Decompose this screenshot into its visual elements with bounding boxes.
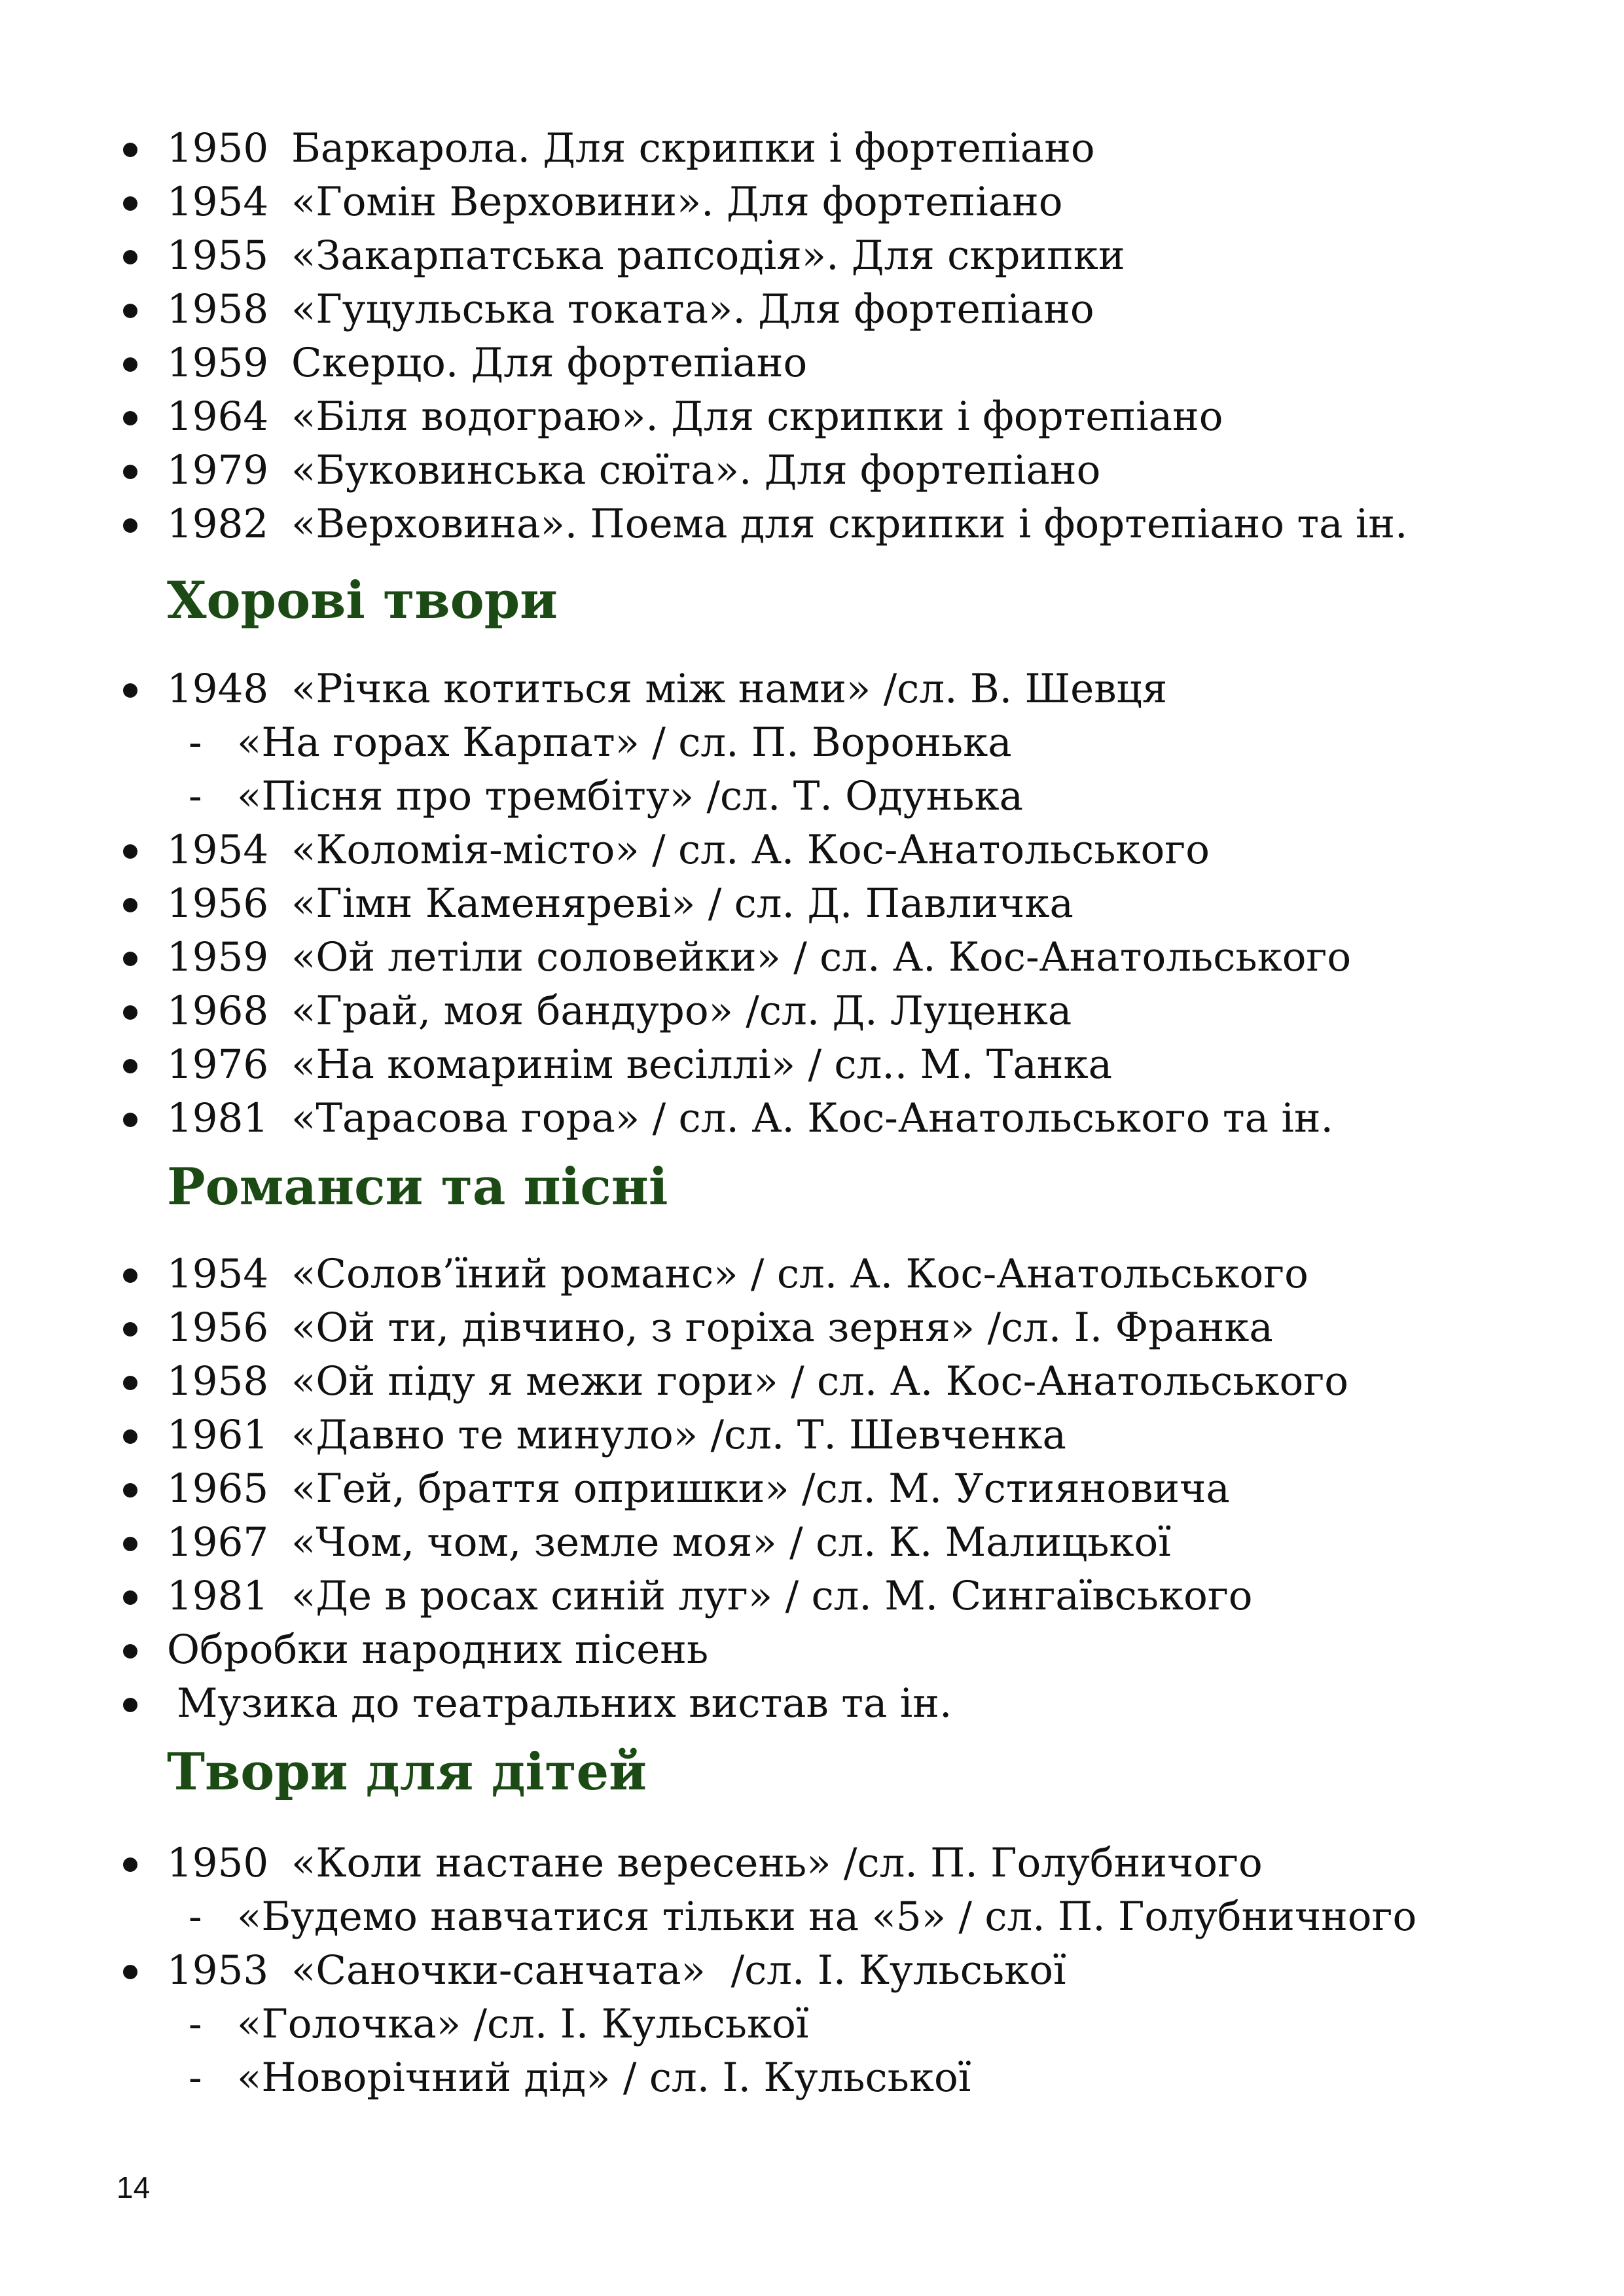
sub-list-item: - «На горах Карпат» / сл. П. Воронька <box>189 719 1012 766</box>
list-item: 1959 Скерцо. Для фортепіано <box>0 336 1624 390</box>
page-number: 14 <box>117 2170 151 2204</box>
bullet-icon <box>123 1059 137 1073</box>
list-item: 1950 «Коли настане вересень» /сл. П. Голубничого <box>0 1837 1624 1890</box>
list-item: 1959 «Ой летіли соловейки» / сл. А. Кос-Анатольського <box>0 931 1624 984</box>
section-heading-choral: Хорові твори <box>167 571 558 630</box>
bullet-icon <box>123 411 137 425</box>
list-item: 1981 «Де в росах синій луг» / сл. М. Сингаївського <box>0 1570 1624 1623</box>
list-item: 1964 «Біля водограю». Для скрипки і фортепіано <box>0 390 1624 444</box>
list-item: 1956 «Ой ти, дівчино, з горіха зерня» /сл. І. Франка <box>0 1301 1624 1355</box>
bullet-icon <box>123 1857 137 1872</box>
instrumental-list <box>0 122 1624 551</box>
bullet-icon <box>123 683 137 698</box>
sub-list-item: - «Пісня про трембіту» /сл. Т. Одунька <box>189 773 1023 819</box>
list-item: 1979 «Буковинська сюїта». Для фортепіано <box>0 444 1624 497</box>
bullet-icon <box>123 1965 137 1979</box>
sub-list-item: - «Будемо навчатися тільки на «5» / сл. П. Голубничного <box>189 1893 1417 1940</box>
list-item: 1968 «Грай, моя бандуро» /сл. Д. Луценка <box>0 984 1624 1038</box>
list-item: 1956 «Гімн Каменяреві» / сл. Д. Павличка <box>0 877 1624 931</box>
section-heading-romances: Романси та пісні <box>167 1157 668 1217</box>
bullet-icon <box>123 518 137 533</box>
bullet-icon <box>123 1483 137 1498</box>
bullet-icon <box>123 898 137 912</box>
list-item: 1948 «Річка котиться між нами» /сл. В. Шевця <box>0 662 1624 716</box>
sub-list-item: - «Новорічний дід» / сл. І. Кульської <box>189 2054 971 2101</box>
section-heading-children: Твори для дітей <box>167 1742 647 1802</box>
list-item: 1958 «Ой піду я межи гори» / сл. А. Кос-Анатольського <box>0 1355 1624 1408</box>
bullet-icon <box>123 143 137 157</box>
list-item: 1955 «Закарпатська рапсодія». Для скрипки <box>0 229 1624 283</box>
list-item: 1976 «На комаринім весіллі» / сл.. М. Танка <box>0 1038 1624 1092</box>
list-item: 1954 «Гомін Верховини». Для фортепіано <box>0 175 1624 229</box>
bullet-icon <box>123 1376 137 1390</box>
list-item: 1961 «Давно те минуло» /сл. Т. Шевченка <box>0 1408 1624 1462</box>
bullet-icon <box>123 1429 137 1444</box>
list-item: 1954 «Солов’їний романс» / сл. А. Кос-Анатольського <box>0 1247 1624 1301</box>
list-item: 1982 «Верховина». Поема для скрипки і фортепіано та ін. <box>0 497 1624 551</box>
bullet-icon <box>123 1322 137 1336</box>
children-list <box>0 1837 1624 2105</box>
bullet-icon <box>123 1537 137 1551</box>
list-item: Обробки народних пісень <box>0 1623 1624 1677</box>
bullet-icon <box>123 250 137 264</box>
list-item: 1981 «Тарасова гора» / сл. А. Кос-Анатольського та ін. <box>0 1092 1624 1145</box>
bullet-icon <box>123 952 137 966</box>
list-item: Музика до театральних вистав та ін. <box>0 1677 1624 1731</box>
bullet-icon <box>123 1268 137 1283</box>
list-item: 1953 «Саночки-санчата» /сл. І. Кульської <box>0 1944 1624 1998</box>
bullet-icon <box>123 844 137 859</box>
bullet-icon <box>123 1113 137 1127</box>
bullet-icon <box>123 1644 137 1659</box>
bullet-icon <box>123 1590 137 1605</box>
bullet-icon <box>123 1698 137 1712</box>
list-item: 1967 «Чом, чом, земле моя» / сл. К. Малицької <box>0 1516 1624 1570</box>
sub-list-item: - «Голочка» /сл. І. Кульської <box>189 2001 809 2047</box>
bullet-icon <box>123 304 137 318</box>
list-item: 1958 «Гуцульська токата». Для фортепіано <box>0 283 1624 336</box>
romances-list <box>0 1247 1624 1731</box>
bullet-icon <box>123 196 137 211</box>
bullet-icon <box>123 357 137 372</box>
bullet-icon <box>123 1005 137 1020</box>
choral-list <box>0 662 1624 1145</box>
list-item: 1965 «Гей, браття опришки» /сл. М. Устияновича <box>0 1462 1624 1516</box>
list-item: 1950 Баркарола. Для скрипки і фортепіано <box>0 122 1624 175</box>
list-item: 1954 «Коломія-місто» / сл. А. Кос-Анатольського <box>0 823 1624 877</box>
bullet-icon <box>123 465 137 479</box>
